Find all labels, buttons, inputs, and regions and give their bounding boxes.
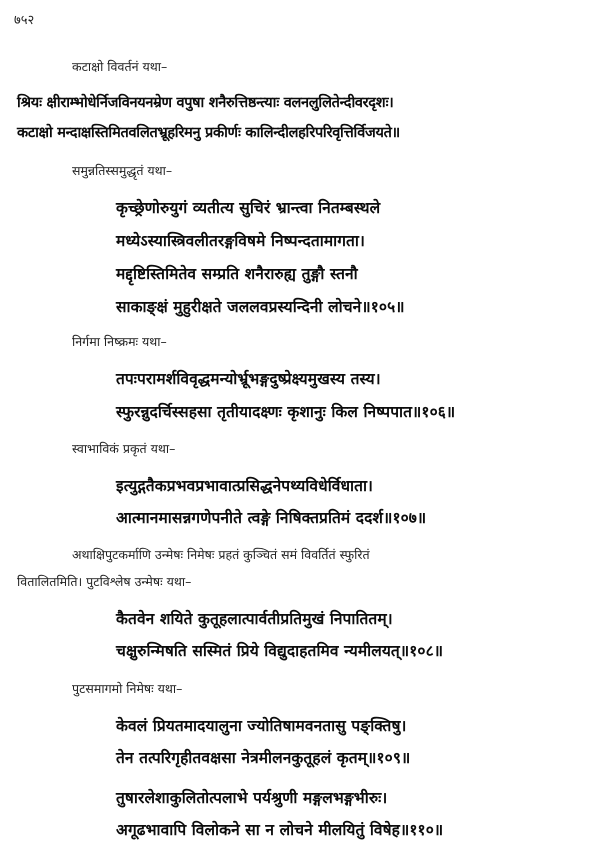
intro-text-continued: वितालितमिति। पुटविश्लेष उन्मेषः यथा– <box>17 574 192 589</box>
verse-line: मद्दृष्टिस्तिमितेव सम्प्रति शनैरारुह्य तुङ्गौ स्तनौ <box>116 265 358 283</box>
verse-line: कटाक्षो मन्दाक्षस्तिमितवलितभ्रूहरिमनु प्रकीर्णः कालिन्दीलहरिपरिवृत्तिर्विजयते॥ <box>17 125 400 141</box>
intro-text: कटाक्षो विवर्तनं यथा– <box>72 59 168 74</box>
verse-line: कैतवेन शयिते कुतूहलात्पार्वतीप्रतिमुखं निपातितम्। <box>116 610 393 628</box>
verse-line: तपःपरामर्शविवृद्धमन्योर्भ्रूभङ्गदुष्प्रेक्ष्यमुखस्य तस्य। <box>116 370 381 388</box>
verse-line: चक्षुरुन्मिषति सस्मितं प्रिये विद्युदाहतमिव न्यमीलयत्॥१०८॥ <box>116 642 444 660</box>
verse-line: स्फुरन्नुदर्चिस्सहसा तृतीयादक्ष्णः कृशानुः किल निष्पपात॥१०६॥ <box>116 403 456 421</box>
verse-line: श्रियः क्षीराम्भोधेर्निजविनयनम्रेण वपुषा शनैरुत्तिष्ठन्त्याः वलनलुलितेन्दीवरदृशः। <box>17 95 394 111</box>
intro-text: अथाक्षिपुटकर्माणि उन्मेषः निमेषः प्रहतं कुञ्चितं समं विवर्तितं स्फुरितं <box>72 547 370 562</box>
intro-text: पुटसमागमो निमेषः यथा– <box>72 681 183 696</box>
verse-line: इत्युद्गतैकप्रभवप्रभावात्प्रसिद्धनेपथ्यविधेर्विधाता। <box>116 477 374 495</box>
verse-line: केवलं प्रियतमादयालुना ज्योतिषामवनतासु पङ्क्तिषु। <box>116 717 407 735</box>
verse-line: मध्येऽस्यास्त्रिवलीतरङ्गविषमे निष्पन्दतामागता। <box>116 232 365 250</box>
verse-line: साकाङ्क्षं मुहुरीक्षते जललवप्रस्यन्दिनी लोचने॥१०५॥ <box>116 298 405 316</box>
verse-line: कृच्छ्रेणोरुयुगं व्यतीत्य सुचिरं भ्रान्त्वा नितम्बस्थले <box>116 199 381 217</box>
intro-text: समुन्नतिस्समुद्धृतं यथा– <box>72 163 173 178</box>
verse-line: आत्मानमासन्नगणेपनीते त्वङ्गे निषिक्तप्रतिमं ददर्श॥१०७॥ <box>116 509 427 527</box>
verse-line: तुषारलेशाकुलितोत्पलाभे पर्यश्रुणी मङ्गलभङ्गभीरुः। <box>116 789 388 807</box>
intro-text: निर्गमा निष्क्रमः यथा– <box>72 334 167 349</box>
intro-text: स्वाभाविकं प्रकृतं यथा– <box>72 441 176 456</box>
verse-line: तेन तत्परिगृहीतवक्षसा नेत्रमीलनकुतूहलं कृतम्॥१०९॥ <box>116 749 411 767</box>
page-number: ७५२ <box>14 13 35 28</box>
verse-line: अगूढभावापि विलोकने सा न लोचने मीलयितुं विषेह॥११०॥ <box>116 821 444 839</box>
